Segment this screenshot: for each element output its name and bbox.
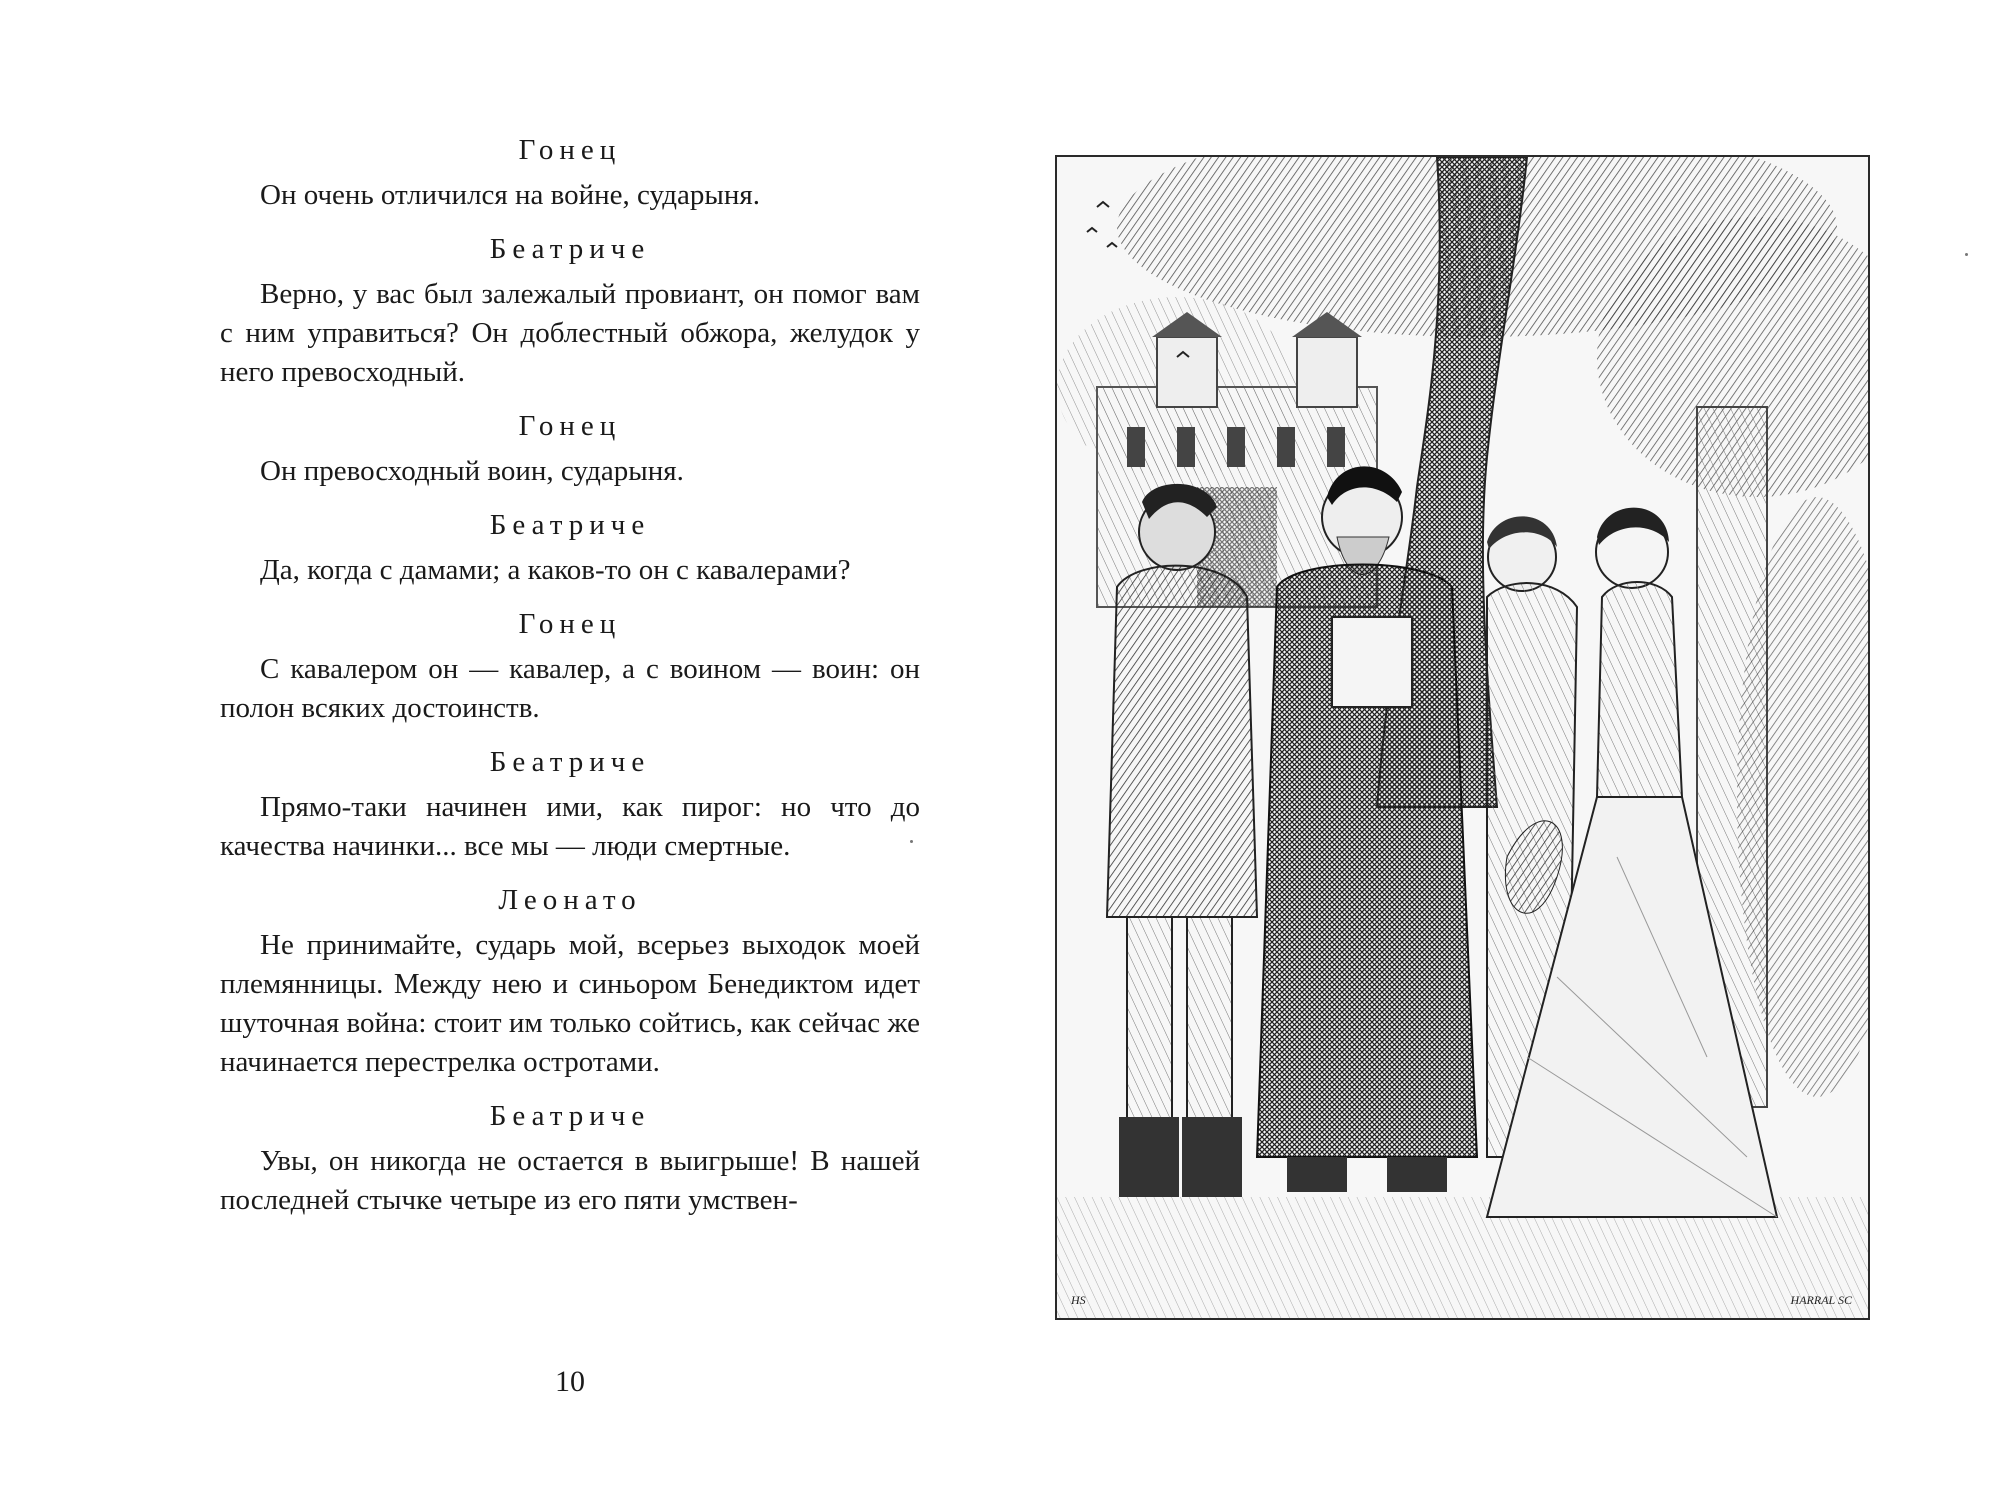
speech-text: Не принимайте, сударь мой, всерьез выходок моей племянницы. Между нею и синьором Бенедиктом идет шуточная война: стоит им только сойтись, как сейчас же начинается перестрелка остротами. (220, 929, 920, 1078)
speaker-name: Беатриче (489, 509, 651, 541)
dialogue-block (220, 406, 920, 491)
dialogue-block (220, 604, 920, 728)
paper-speck (1965, 253, 1968, 256)
engraver-signature: HARRAL SC (1790, 1293, 1852, 1307)
engraving-illustration (1055, 155, 1870, 1320)
speech-text: Прямо-таки начинен ими, как пирог: но что до качества начинки... все мы — люди смертные. (220, 791, 920, 862)
dialogue-block (220, 130, 920, 215)
speaker-name: Беатриче (489, 1100, 651, 1132)
dialogue-block (220, 880, 920, 1082)
engraving-drawing (1057, 157, 1868, 1318)
speaker-name: Гонец (518, 608, 622, 640)
speaker-name: Гонец (518, 410, 622, 442)
paper-speck (910, 840, 913, 843)
speech-text: С кавалером он — кавалер, а с воином — воин: он полон всяких достоинств. (220, 653, 920, 724)
dialogue-block (220, 229, 920, 392)
speech-text: Увы, он никогда не остается в выигрыше! В нашей последней стычке четыре из его пяти умствен- (220, 1145, 920, 1216)
speaker-name: Гонец (518, 134, 622, 166)
speech-text: Он очень отличился на войне, сударыня. (260, 179, 760, 211)
speech-text: Да, когда с дамами; а каков-то он с кавалерами? (260, 554, 851, 586)
speaker-name: Беатриче (489, 746, 651, 778)
left-page (220, 130, 920, 1234)
dialogue-block (220, 1096, 920, 1220)
speech-text: Верно, у вас был залежалый провиант, он помог вам с ним управиться? Он доблестный обжора, желудок у него превосходный. (220, 278, 920, 388)
dialogue-block (220, 742, 920, 866)
letter-paper (1332, 617, 1412, 707)
dialogue-block (220, 505, 920, 590)
artist-monogram: HS (1071, 1293, 1086, 1307)
page-number: 10 (555, 1365, 585, 1398)
speech-text: Он превосходный воин, сударыня. (260, 455, 684, 487)
speaker-name: Леонато (498, 884, 642, 916)
speaker-name: Беатриче (489, 233, 651, 265)
